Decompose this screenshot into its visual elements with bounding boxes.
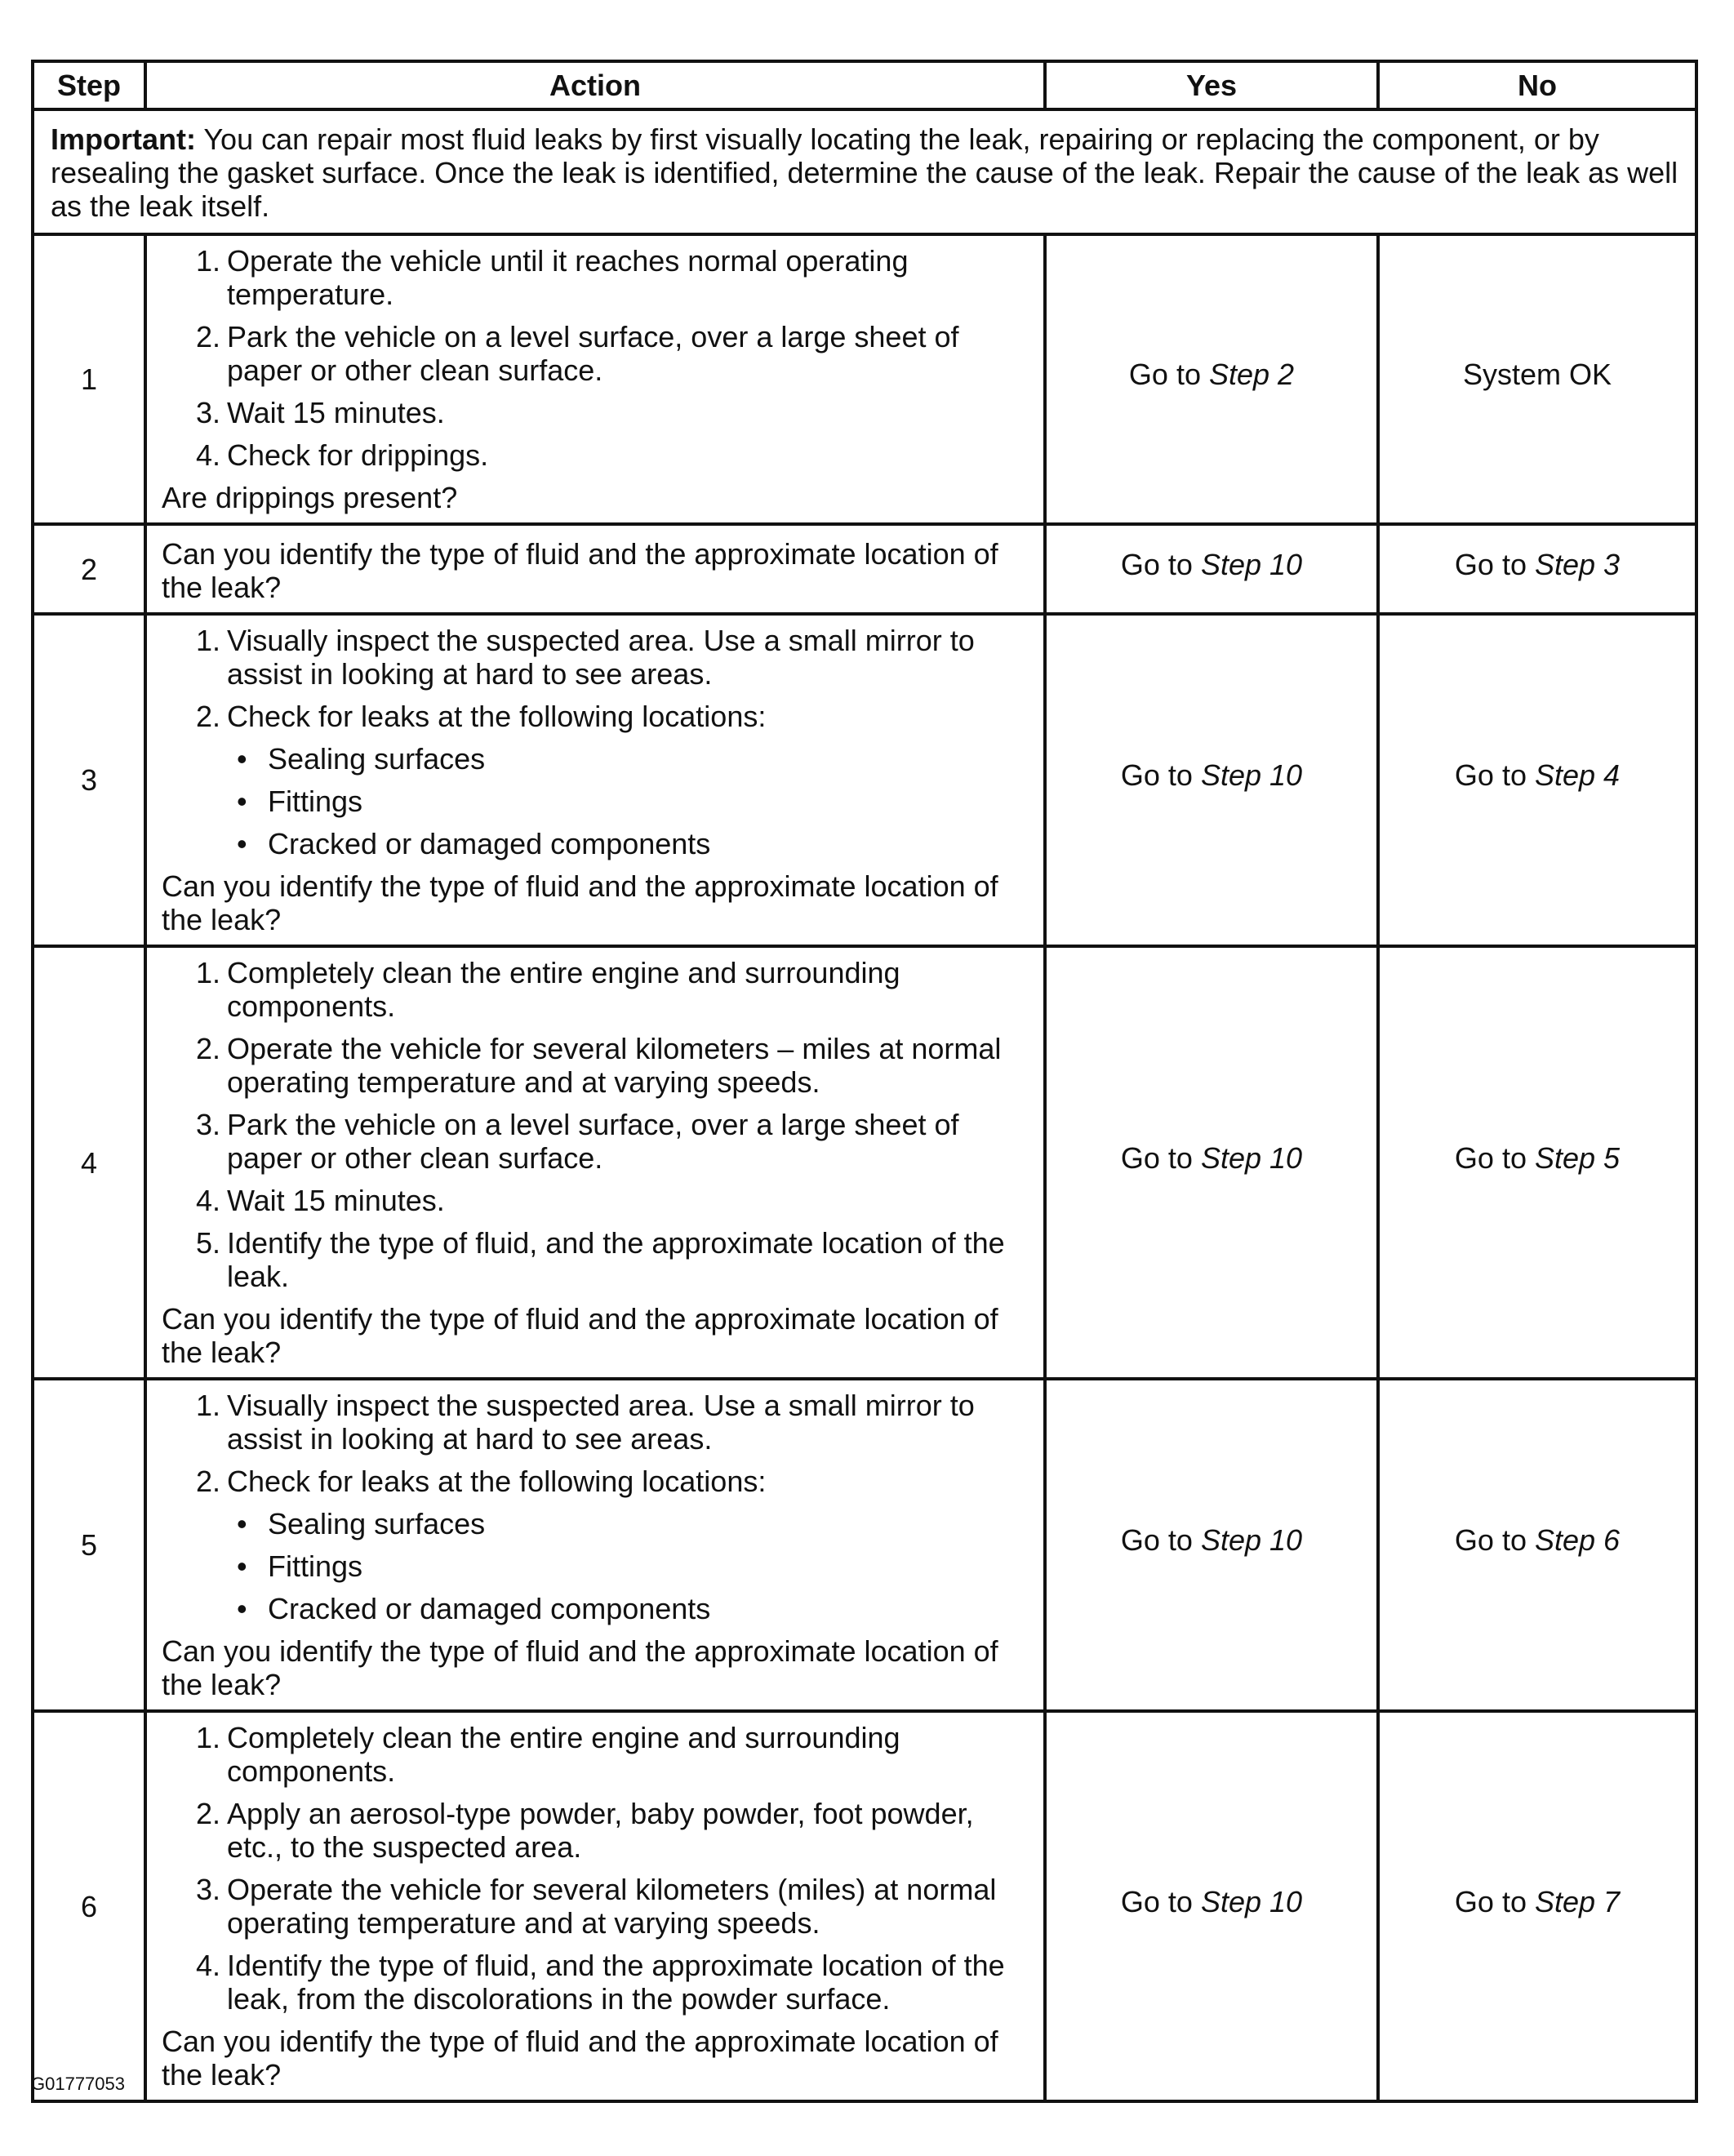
yes-result-step-link: Step 10	[1200, 1884, 1303, 1918]
no-result-prefix: Go to	[1454, 758, 1535, 792]
action-list	[162, 244, 1029, 472]
location-item	[227, 1507, 1029, 1540]
action-question: Can you identify the type of fluid and the approximate location of the leak?	[162, 1634, 998, 1701]
action-item-number: 3.	[195, 396, 220, 429]
action-list	[162, 1389, 1029, 1625]
action-item-text: Wait 15 minutes.	[227, 1184, 445, 1217]
action-item-number: 1.	[195, 1389, 220, 1422]
action-cell	[145, 946, 1045, 1379]
action-item-text: Apply an aerosol-type powder, baby powder, foot powder, etc., to the suspected area.	[227, 1797, 974, 1864]
step-number: 3	[33, 614, 145, 946]
action-item-text: Visually inspect the suspected area. Use a small mirror to assist in looking at hard to see areas.	[227, 624, 975, 691]
step-number: 5	[33, 1379, 145, 1711]
action-item-number: 2.	[195, 1797, 220, 1830]
action-item	[162, 320, 1029, 387]
location-text: Fittings	[268, 1549, 363, 1583]
action-list	[162, 624, 1029, 860]
action-item-number: 4.	[195, 1184, 220, 1217]
yes-result	[1045, 946, 1378, 1379]
no-result	[1378, 1379, 1696, 1711]
table-row	[33, 524, 1696, 614]
location-text: Sealing surfaces	[268, 742, 486, 776]
action-item-text: Identify the type of fluid, and the approximate location of the leak, from the discolorations in the powder surface.	[227, 1949, 1005, 2016]
action-item-text: Wait 15 minutes.	[227, 396, 445, 429]
no-result	[1378, 1711, 1696, 2101]
yes-result-step-link: Step 10	[1200, 1140, 1303, 1175]
header-step: Step	[33, 61, 145, 109]
important-row	[33, 109, 1696, 234]
step-number: 4	[33, 946, 145, 1379]
action-item-text: Operate the vehicle for several kilometers – miles at normal operating temperature and at varying speeds.	[227, 1032, 1002, 1099]
action-item-text: Park the vehicle on a level surface, over a large sheet of paper or other clean surface.	[227, 1108, 959, 1175]
yes-result	[1045, 234, 1378, 524]
location-text: Cracked or damaged components	[268, 1592, 711, 1625]
action-cell	[145, 524, 1045, 614]
header-yes: Yes	[1045, 61, 1378, 109]
action-item-number: 4.	[195, 1949, 220, 1982]
action-question: Are drippings present?	[162, 481, 458, 514]
no-result-step-link: Step 4	[1534, 758, 1621, 792]
no-result-prefix: Go to	[1454, 1140, 1535, 1175]
table-row	[33, 1711, 1696, 2101]
location-list	[227, 1507, 1029, 1625]
step-number: 2	[33, 524, 145, 614]
location-item	[227, 785, 1029, 818]
table-row	[33, 234, 1696, 524]
action-item-number: 3.	[195, 1108, 220, 1141]
bullet-icon: •	[237, 827, 247, 860]
table-row	[33, 946, 1696, 1379]
action-item-number: 2.	[195, 320, 220, 353]
action-item-number: 5.	[195, 1226, 220, 1260]
step-number: 1	[33, 234, 145, 524]
action-item	[162, 1797, 1029, 1864]
yes-result-prefix: Go to	[1120, 1523, 1201, 1557]
yes-result-step-link: Step 2	[1208, 358, 1295, 391]
action-item-number: 1.	[195, 624, 220, 657]
action-item-number: 3.	[195, 1873, 220, 1906]
action-item	[162, 1184, 1029, 1217]
no-result-step-link: Step 6	[1534, 1523, 1621, 1557]
action-item	[162, 1108, 1029, 1175]
location-item	[227, 827, 1029, 860]
action-item-text: Park the vehicle on a level surface, over a large sheet of paper or other clean surface.	[227, 320, 959, 387]
location-item	[227, 742, 1029, 776]
table-row	[33, 614, 1696, 946]
action-item-number: 4.	[195, 438, 220, 472]
action-item	[162, 1465, 1029, 1625]
location-text: Cracked or damaged components	[268, 827, 711, 860]
no-result-prefix: Go to	[1454, 1884, 1535, 1918]
no-result	[1378, 946, 1696, 1379]
no-result-prefix: Go to	[1454, 1523, 1535, 1557]
action-item	[162, 438, 1029, 472]
action-item-number: 2.	[195, 1465, 220, 1498]
action-item-number: 1.	[195, 244, 220, 278]
action-item-text: Operate the vehicle until it reaches normal operating temperature.	[227, 244, 909, 311]
action-item	[162, 396, 1029, 429]
action-item-text: Check for leaks at the following locations:	[227, 1465, 767, 1498]
no-result-step-link: Step 3	[1534, 547, 1621, 581]
action-item-text: Identify the type of fluid, and the approximate location of the leak.	[227, 1226, 1005, 1293]
header-no: No	[1378, 61, 1696, 109]
no-result-step-link: Step 5	[1534, 1140, 1621, 1175]
action-item	[162, 1032, 1029, 1099]
important-label: Important:	[51, 122, 196, 156]
action-item	[162, 700, 1029, 860]
action-list	[162, 1721, 1029, 2016]
action-item-text: Completely clean the entire engine and surrounding components.	[227, 1721, 900, 1788]
diagnostic-table	[31, 60, 1698, 2103]
no-result	[1378, 614, 1696, 946]
yes-result	[1045, 614, 1378, 946]
action-list	[162, 956, 1029, 1293]
location-text: Fittings	[268, 785, 363, 818]
action-item-text: Check for leaks at the following locations:	[227, 700, 767, 733]
no-result-prefix: System OK	[1462, 358, 1612, 391]
action-item-number: 2.	[195, 700, 220, 733]
action-item-text: Operate the vehicle for several kilometers (miles) at normal operating temperature and at varying speeds.	[227, 1873, 997, 1940]
yes-result-step-link: Step 10	[1200, 1523, 1303, 1557]
no-result-prefix: Go to	[1454, 547, 1535, 581]
step-number: 6	[33, 1711, 145, 2101]
action-item-text: Check for drippings.	[227, 438, 489, 472]
no-result	[1378, 524, 1696, 614]
yes-result-prefix: Go to	[1120, 547, 1201, 581]
action-item	[162, 1873, 1029, 1940]
yes-result-step-link: Step 10	[1200, 547, 1303, 581]
action-question: Can you identify the type of fluid and the approximate location of the leak?	[162, 1302, 998, 1369]
action-question: Can you identify the type of fluid and the approximate location of the leak?	[162, 537, 998, 604]
action-cell	[145, 1711, 1045, 2101]
yes-result-step-link: Step 10	[1200, 758, 1303, 792]
yes-result	[1045, 1711, 1378, 2101]
table-row	[33, 1379, 1696, 1711]
yes-result-prefix: Go to	[1120, 1140, 1201, 1175]
action-cell	[145, 1379, 1045, 1711]
action-item	[162, 1949, 1029, 2016]
action-item-number: 1.	[195, 1721, 220, 1754]
bullet-icon: •	[237, 1549, 247, 1583]
action-item	[162, 1389, 1029, 1456]
yes-result-prefix: Go to	[1128, 358, 1209, 391]
location-list	[227, 742, 1029, 860]
bullet-icon: •	[237, 742, 247, 776]
action-item	[162, 244, 1029, 311]
important-note	[33, 109, 1696, 234]
header-action: Action	[145, 61, 1045, 109]
bullet-icon: •	[237, 1592, 247, 1625]
location-item	[227, 1592, 1029, 1625]
action-cell	[145, 614, 1045, 946]
bullet-icon: •	[237, 1507, 247, 1540]
action-item-number: 2.	[195, 1032, 220, 1065]
important-text: You can repair most fluid leaks by first visually locating the leak, repairing or replacing the component, or by resealing the gasket surface. Once the leak is identified, determine the cause of the leak. Repair the cause of the leak as well as the leak itself.	[51, 122, 1678, 223]
yes-result-prefix: Go to	[1120, 1884, 1201, 1918]
action-item	[162, 1721, 1029, 1788]
action-question: Can you identify the type of fluid and the approximate location of the leak?	[162, 869, 998, 936]
action-item	[162, 1226, 1029, 1293]
yes-result	[1045, 1379, 1378, 1711]
yes-result	[1045, 524, 1378, 614]
yes-result-prefix: Go to	[1120, 758, 1201, 792]
bullet-icon: •	[237, 785, 247, 818]
action-item-number: 1.	[195, 956, 220, 989]
location-item	[227, 1549, 1029, 1583]
action-question: Can you identify the type of fluid and the approximate location of the leak?	[162, 2025, 998, 2092]
no-result	[1378, 234, 1696, 524]
no-result-step-link: Step 7	[1534, 1884, 1621, 1918]
action-cell	[145, 234, 1045, 524]
action-item-text: Visually inspect the suspected area. Use a small mirror to assist in looking at hard to see areas.	[227, 1389, 975, 1456]
figure-id: G01777053	[31, 2074, 125, 2094]
action-item	[162, 624, 1029, 691]
location-text: Sealing surfaces	[268, 1507, 486, 1540]
header-row	[33, 61, 1696, 109]
action-item	[162, 956, 1029, 1023]
action-item-text: Completely clean the entire engine and surrounding components.	[227, 956, 900, 1023]
